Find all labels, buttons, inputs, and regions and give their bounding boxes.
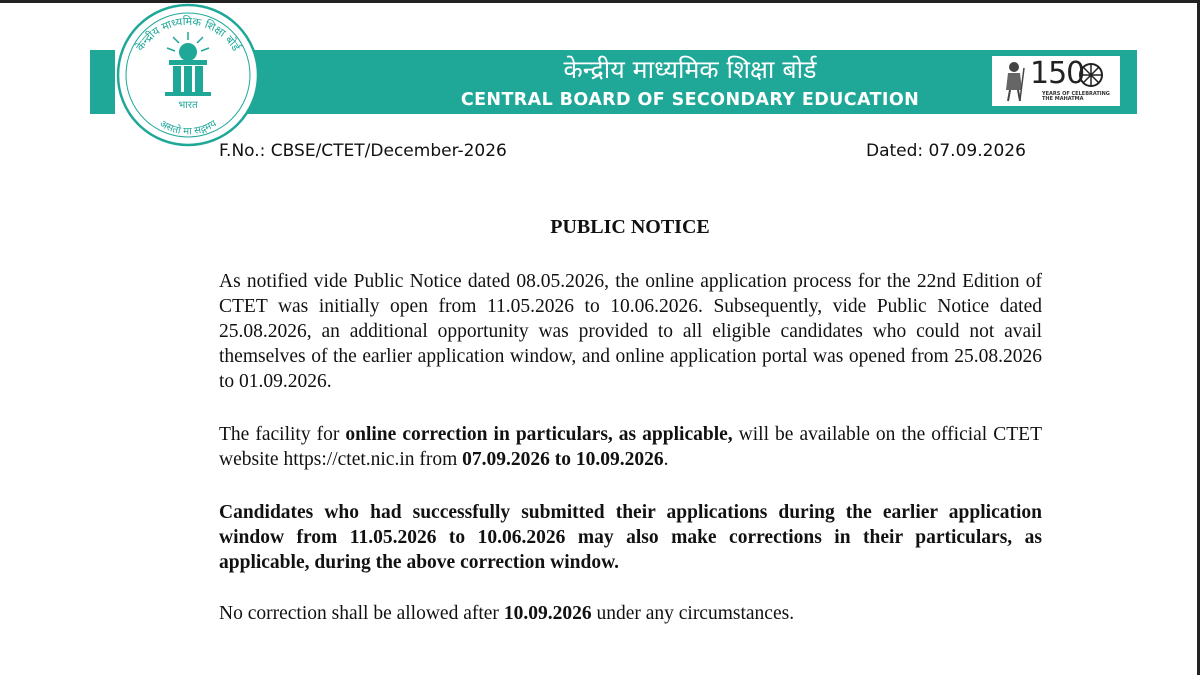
notice-paragraph-4: No correction shall be allowed after 10.09.2026 under any circumstances.	[219, 603, 795, 624]
notice-date: Dated: 07.09.2026	[866, 141, 1026, 161]
charkha-wheel-icon	[1078, 62, 1104, 88]
notice-paragraph-3: Candidates who had successfully submitted their applications during the earlier application window from 11.05.2026 to 10.06.2026 may also make corrections in their particulars, as applicable, during the above correction window.	[219, 502, 1042, 573]
board-name-hindi: केन्द्रीय माध्यमिक शिक्षा बोर्ड	[563, 55, 817, 84]
notice-paragraph-2: The facility for online correction in particulars, as applicable, will be available on the official CTET website https://ctet.nic.in from 07.09.2026 to 10.09.2026.	[219, 424, 1042, 470]
svg-text:असतो मा सद्गमय: असतो मा सद्गमय	[157, 118, 219, 138]
svg-text:भारत: भारत	[178, 100, 198, 111]
emblem-number: 150	[1030, 56, 1085, 91]
gandhi-150-emblem	[992, 56, 1120, 106]
emblem-caption: YEARS OF CELEBRATING THE MAHATMA	[1042, 91, 1110, 102]
cbse-logo-icon	[113, 0, 263, 150]
notice-paragraph-1: As notified vide Public Notice dated 08.05.2026, the online application process for the 22nd Edition of CTET was initially open from 11.05.2026 to 10.06.2026. Subsequently, vide Public Notice dated 25.08.2026, an additional opportunity was provided to all eligible candidates who could not avail themselves of the earlier application window, and online application portal was opened from 25.08.2026 to 01.09.2026.	[219, 271, 1042, 392]
svg-text:केन्द्रीय माध्यमिक शिक्षा बोर्: केन्द्रीय माध्यमिक शिक्षा बोर्ड	[133, 14, 243, 54]
header-band-left	[90, 50, 115, 114]
notice-title: PUBLIC NOTICE	[550, 216, 710, 238]
file-number: F.No.: CBSE/CTET/December-2026	[219, 141, 507, 161]
board-name-english: CENTRAL BOARD OF SECONDARY EDUCATION	[460, 90, 920, 110]
gandhi-figure-icon	[998, 60, 1032, 102]
